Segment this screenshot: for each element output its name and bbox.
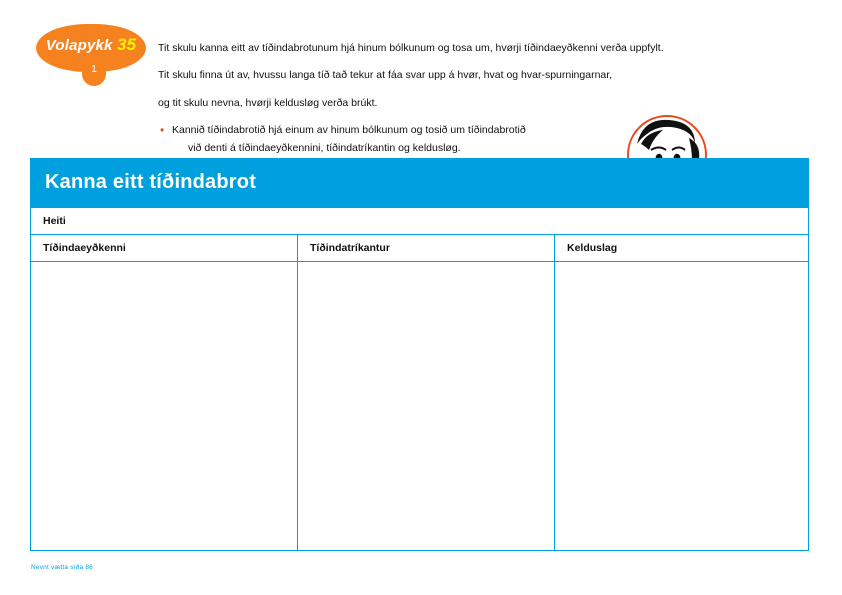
worksheet-answer-row bbox=[31, 261, 808, 550]
worksheet-header-row bbox=[31, 234, 808, 261]
worksheet-table bbox=[30, 158, 809, 551]
badge-number: 35 bbox=[116, 35, 137, 54]
column-header-tidindaeydkenni: Tíðindaeyðkenni bbox=[43, 242, 126, 254]
page-footer: Nevnt vætta síða 86 bbox=[31, 564, 93, 571]
intro-paragraph-1: Tit skulu kanna eitt av tíðindabrotunum hjá hinum bólkunum og tosa um, hvørji tíðindaeyðkenni verða uppfylt. bbox=[158, 42, 664, 54]
intro-bullet-item: • Kannið tíðindabrotið hjá einum av hinum bólkunum og tosið um tíðindabrotið bbox=[158, 122, 788, 138]
heiti-label: Heiti bbox=[43, 215, 66, 227]
badge-title bbox=[44, 35, 138, 55]
worksheet-title: Kanna eitt tíðindabrot bbox=[31, 159, 808, 207]
answer-cell-kelduslag[interactable] bbox=[554, 262, 808, 550]
badge-label: Volapykk bbox=[45, 37, 113, 54]
column-header-tidindatrikantur: Tíðindatríkantur bbox=[297, 235, 554, 261]
intro-bullet-subline: við denti á tíðindaeyðkennini, tíðindatríkantin og keldusløg. bbox=[188, 142, 461, 155]
column-header-kelduslag: Kelduslag bbox=[554, 235, 808, 261]
answer-cell-tidindaeydkenni[interactable] bbox=[31, 262, 297, 550]
volapykk-badge bbox=[36, 24, 146, 86]
badge-page-number: 1 bbox=[91, 64, 97, 75]
intro-paragraph-3: og tit skulu nevna, hvørji keldusløg verða brúkt. bbox=[158, 96, 378, 109]
worksheet-heiti-row bbox=[31, 207, 808, 234]
intro-paragraph-2: Tit skulu finna út av, hvussu langa tíð tað tekur at fáa svar upp á hvør, hvat og hvar-spurningarnar, bbox=[158, 69, 613, 82]
answer-cell-tidindatrikantur[interactable] bbox=[297, 262, 554, 550]
